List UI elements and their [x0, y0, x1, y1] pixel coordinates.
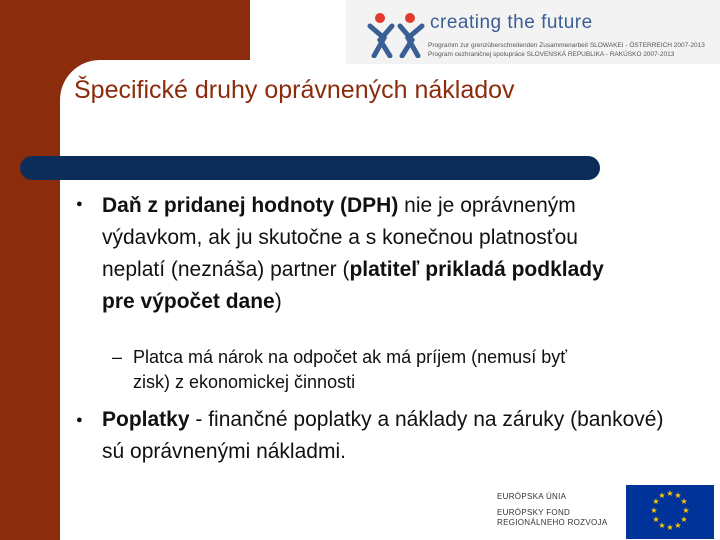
logo-title: creating the future	[430, 12, 593, 33]
eu-union-label: EURÓPSKA ÚNIA	[497, 492, 567, 501]
svg-text:★: ★	[680, 515, 688, 524]
svg-text:★: ★	[650, 506, 658, 515]
svg-text:★: ★	[652, 497, 660, 506]
top-corner-band	[60, 0, 250, 60]
poplatky-text: - finančné poplatky a náklady na záruky (bankové) sú oprávnenými nákladmi.	[102, 408, 664, 463]
bullet-item-poplatky	[102, 404, 672, 468]
dph-text: nie je oprávneným výdavkom, ak ju skutočne a s konečnou platnosťou neplatí (neznáša) partner (	[102, 194, 578, 281]
slide-title: Špecifické druhy oprávnených nákladov	[74, 76, 515, 104]
bullet-icon: ●	[76, 198, 83, 210]
svg-text:★: ★	[658, 521, 666, 530]
dph-text-end: )	[274, 290, 282, 313]
bullet-item-dph	[102, 190, 612, 318]
svg-text:★: ★	[666, 489, 674, 498]
bullet-icon: ●	[76, 414, 83, 426]
svg-text:★: ★	[658, 491, 666, 500]
poplatky-bold-term: Poplatky	[102, 408, 190, 431]
logo-subtitle-sk: Program cezhraničnej spolupráce SLOVENSKÁ REPUBLIKA - RAKÚSKO 2007-2013	[428, 51, 675, 58]
svg-text:★: ★	[652, 515, 660, 524]
dph-bold-term: Daň z pridanej hodnoty (DPH)	[102, 194, 399, 217]
title-divider-bar	[20, 156, 600, 180]
eu-fund-label-1: EURÓPSKY FOND	[497, 508, 571, 517]
svg-text:★: ★	[680, 497, 688, 506]
svg-text:★: ★	[666, 523, 674, 532]
logo-subtitle-de: Programm zur grenzüberschreitenden Zusammenarbeit SLOWAKEI - ÖSTERREICH 2007-2013	[428, 42, 705, 49]
svg-text:★: ★	[674, 491, 682, 500]
eu-fund-label-2: REGIONÁLNEHO ROZVOJA	[497, 518, 608, 527]
svg-text:★: ★	[682, 506, 690, 515]
eu-flag-icon	[626, 485, 714, 539]
sub-bullet-platca: Platca má nárok na odpočet ak má príjem (nemusí byť zisk) z ekonomickej činnosti	[133, 347, 567, 392]
creating-the-future-logo-icon	[366, 10, 426, 58]
svg-text:★: ★	[674, 521, 682, 530]
sub-bullet-dash: –	[112, 347, 123, 367]
left-sidebar-band	[0, 0, 60, 540]
dph-bold-note: platiteľ prikladá podklady pre výpočet dane	[102, 258, 604, 313]
